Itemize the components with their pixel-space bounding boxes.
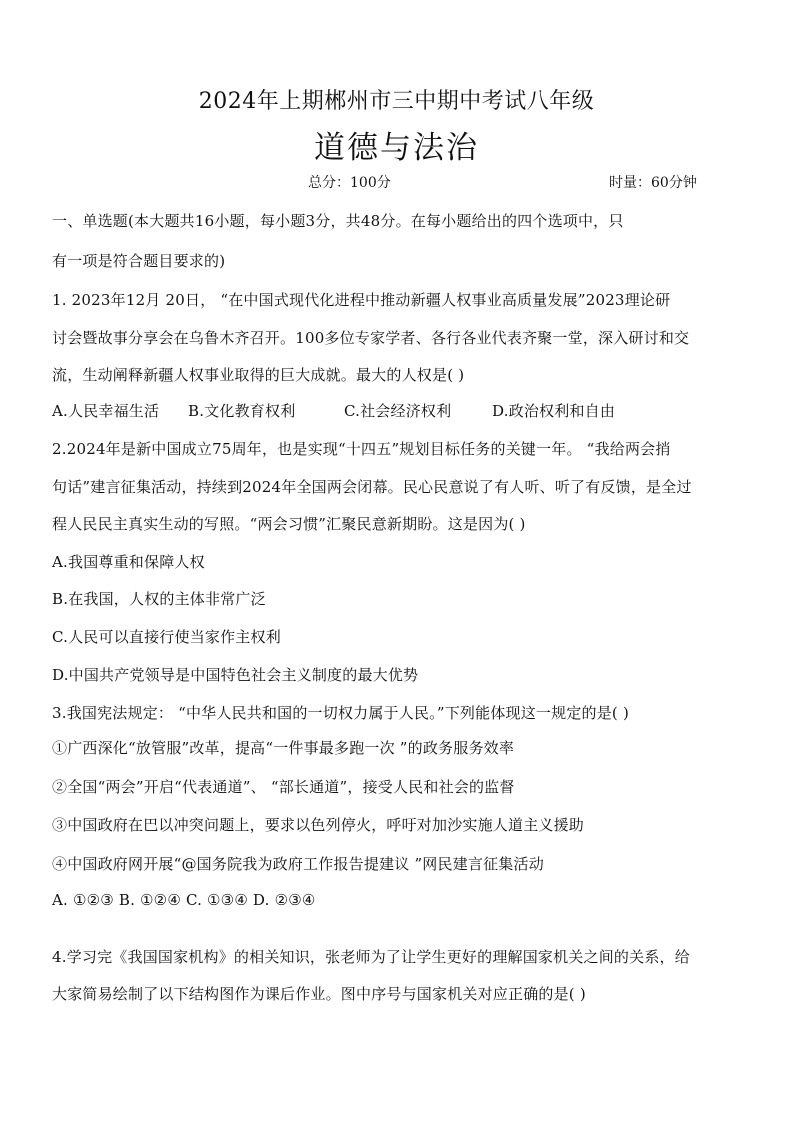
section-heading-line2: 有一项是符合题目要求的) — [52, 252, 226, 270]
q2-option-d: D.中国共产党领导是中国特色社会主义制度的最大优势 — [52, 666, 419, 684]
subject-title: 道德与法治 — [314, 130, 479, 166]
q1-options — [52, 400, 615, 421]
q2-line1: 2.2024年是新中国成立75周年，也是实现“十四五”规划目标任务的关键一年。 “我给两会捎 — [52, 440, 671, 458]
section-heading-line1: 一、单选题(本大题共16小题，每小题3分，共48分。在每小题给出的四个选项中，只 — [52, 212, 624, 230]
q3-options: A. ①②③ B. ①②④ C. ①③④ D. ②③④ — [52, 891, 316, 909]
q4-line1: 4.学习完《我国国家机构》的相关知识，张老师为了让学生更好的理解国家机关之间的关系，给 — [52, 948, 690, 966]
q2-option-a: A.我国尊重和保障人权 — [52, 553, 205, 571]
q1-line2: 讨会暨故事分享会在乌鲁木齐召开。100多位专家学者、各行各业代表齐聚一堂，深入研讨和交 — [52, 329, 690, 347]
q1-option-c: C.社会经济权利 — [344, 402, 452, 420]
exam-duration: 时量：60分钟 — [609, 175, 697, 191]
q1-option-b: B.文化教育权利 — [188, 402, 296, 420]
q2-line3: 程人民民主真实生动的写照。“两会习惯”汇聚民意新期盼。这是因为( ) — [52, 515, 526, 533]
q3-item4: ④中国政府网开展“@国务院我为政府工作报告提建议 ”网民建言征集活动 — [52, 855, 544, 873]
q2-option-b: B.在我国，人权的主体非常广泛 — [52, 590, 266, 608]
q3-item2: ②全国“两会”开启“代表通道”、 “部长通道”，接受人民和社会的监督 — [52, 778, 515, 796]
q2-line2: 句话”建言征集活动，持续到2024年全国两会闭幕。民心民意说了有人听、听了有反馈，是全过 — [52, 478, 692, 496]
q1-option-d: D.政治权利和自由 — [492, 402, 616, 420]
q1-line1: 1. 2023年12月 20日， “在中国式现代化进程中推动新疆人权事业高质量发展”2023理论研 — [52, 291, 671, 309]
q3-line1: 3.我国宪法规定： “中华人民共和国的一切权力属于人民。”下列能体现这一规定的是( ) — [52, 704, 629, 722]
q4-line2: 大家简易绘制了以下结构图作为课后作业。图中序号与国家机关对应正确的是( ) — [52, 985, 586, 1003]
q1-line3: 流，生动阐释新疆人权事业取得的巨大成就。最大的人权是( ) — [52, 366, 465, 384]
exam-title: 2024年上期郴州市三中期中考试八年级 — [198, 89, 595, 114]
q1-option-a: A.人民幸福生活 — [52, 402, 160, 420]
q2-option-c: C.人民可以直接行使当家作主权利 — [52, 628, 281, 646]
q3-item3: ③中国政府在巴以冲突问题上，要求以色列停火，呼吁对加沙实施人道主义援助 — [52, 816, 585, 834]
total-score: 总分：100分 — [308, 175, 391, 191]
q3-item1: ①广西深化“放管服”改革，提高“一件事最多跑一次 ”的政务服务效率 — [52, 739, 515, 757]
